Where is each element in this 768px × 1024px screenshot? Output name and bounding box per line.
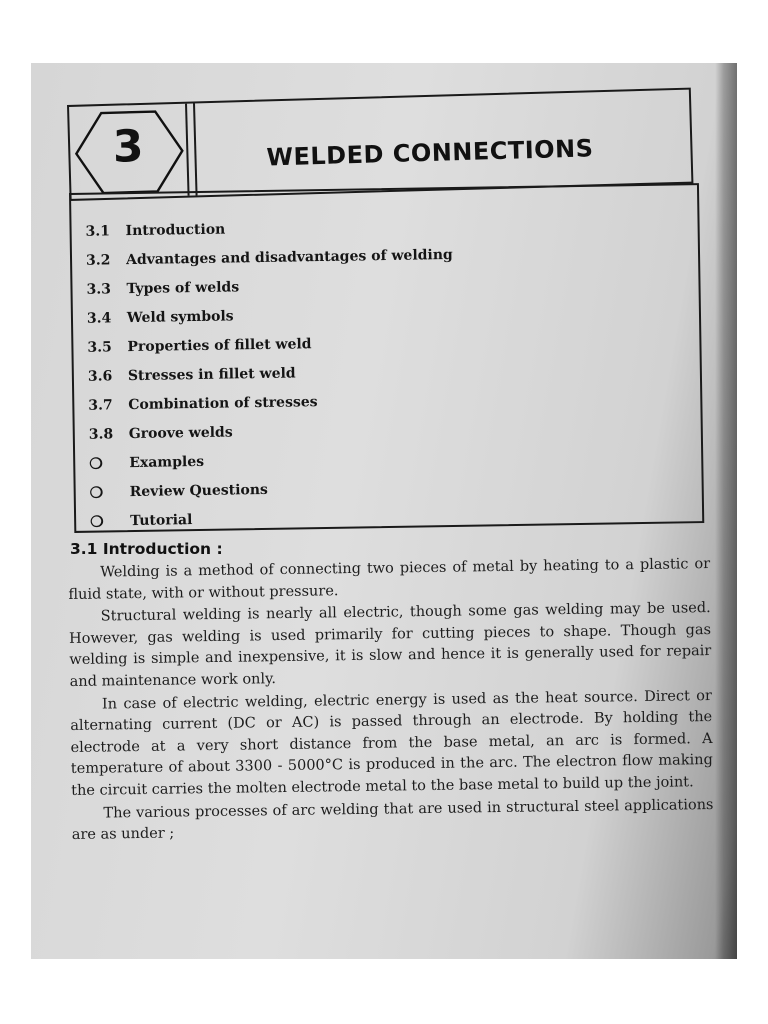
paragraph: In case of electric welding, electric energy is used as the heat source. Direct or alternating current (DC or AC) is passed through an electrode. By holding the electrode at a very short distance from the base metal, an arc is formed. A temperature of about 3300 - 5000°C is produced in the arc. The electron flow making the circuit carries the molten electrode metal to the base metal to build up the joint. [70,687,713,799]
contents-number: 3.1 [85,222,111,240]
chapter-number-box [69,104,190,199]
contents-label: Tutorial [130,511,193,529]
paragraph: Welding is a method of connecting two pieces of metal by heating to a plastic or fluid state, with or without pressure. [68,556,711,603]
contents-number: 3.3 [86,280,111,298]
contents-number: 3.2 [85,251,111,269]
contents-number: 3.4 [86,309,112,327]
chapter-contents-box [69,183,704,533]
paragraph: Structural welding is nearly all electric, though some gas welding may be used. However, gas welding is used primarily for cutting pieces to shape. Though gas welding is simple and inexpensive, it is slow and hence it is generally used for repair and maintenance work only. [68,600,712,690]
contents-number: 3.5 [87,338,112,356]
chapter-number: 3 [112,120,145,173]
contents-label: Stresses in fillet weld [127,364,296,384]
contents-label: Groove welds [128,423,233,442]
contents-label: Advantages and disadvantages of welding [125,246,453,268]
contents-label: Weld symbols [126,307,234,326]
contents-label: Introduction [125,221,226,239]
page-edge-shadow [715,63,737,959]
circle-bullet-icon: ❍ [89,454,103,473]
section-heading: 3.1 Introduction : [70,540,223,558]
circle-bullet-icon: ❍ [89,483,104,502]
contents-list [85,211,457,536]
contents-label: Review Questions [129,481,268,500]
contents-label: Combination of stresses [128,393,318,413]
chapter-title: WELDED CONNECTIONS [266,134,594,172]
paragraph: The various processes of arc welding that are used in structural steel applications are as under ; [71,796,714,844]
contents-label: Types of welds [126,278,240,297]
body-text [68,554,714,848]
contents-number: 3.6 [87,367,113,385]
contents-number: 3.7 [88,396,113,414]
scanned-page [31,63,737,959]
circle-bullet-icon: ❍ [90,511,104,531]
contents-item [90,501,457,536]
header-divider [189,103,198,195]
contents-number: 3.8 [88,425,114,443]
contents-label: Examples [129,453,205,471]
contents-label: Properties of fillet weld [127,335,312,355]
